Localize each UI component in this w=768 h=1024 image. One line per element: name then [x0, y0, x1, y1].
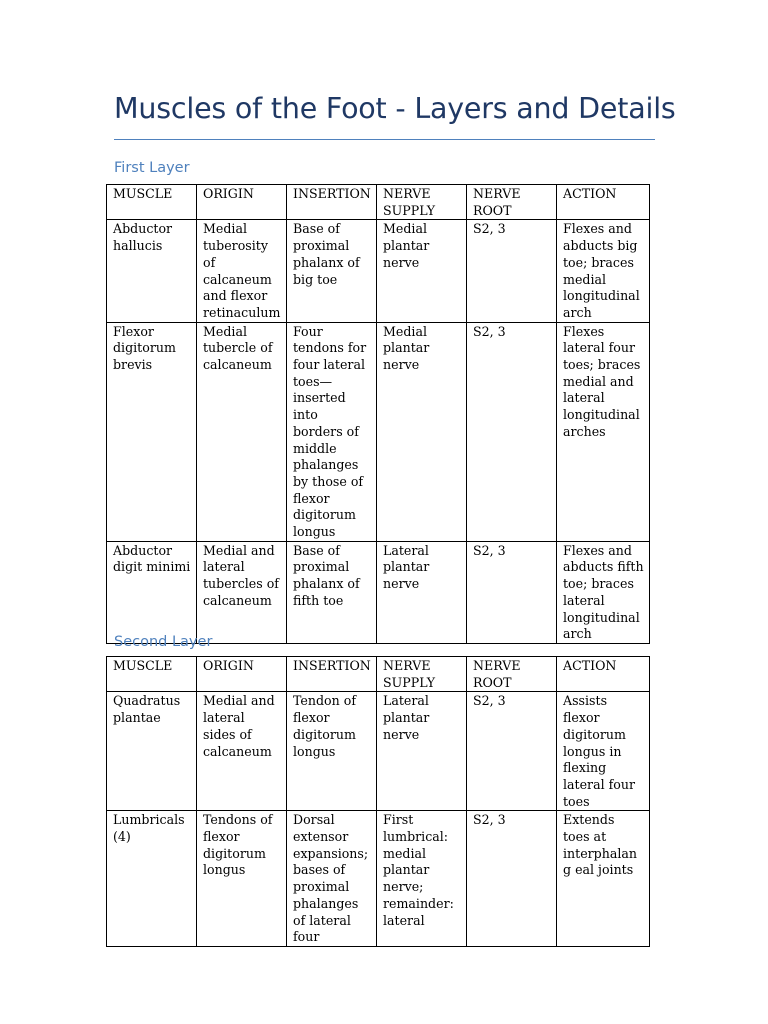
cell-insertion: Base of proximal phalanx of big toe	[287, 220, 377, 322]
cell-action: Flexes lateral four toes; braces medial and lateral longitudinal arches	[557, 322, 650, 541]
title-underline	[114, 139, 655, 140]
table-header-row	[107, 657, 650, 692]
cell-origin: Medial tubercle of calcaneum	[197, 322, 287, 541]
cell-origin: Medial and lateral tubercles of calcaneum	[197, 541, 287, 643]
cell-action: Assists flexor digitorum longus in flexing lateral four toes	[557, 692, 650, 811]
cell-muscle: Abductor hallucis	[107, 220, 197, 322]
column-header-nerve-root: NERVE ROOT	[467, 185, 557, 220]
column-header-muscle: MUSCLE	[107, 657, 197, 692]
cell-nerve-supply: Lateral plantar nerve	[377, 692, 467, 811]
column-header-action: ACTION	[557, 185, 650, 220]
cell-muscle: Flexor digitorum brevis	[107, 322, 197, 541]
cell-nerve-root: S2, 3	[467, 541, 557, 643]
table-row	[107, 322, 650, 541]
column-header-muscle: MUSCLE	[107, 185, 197, 220]
cell-action: Flexes and abducts big toe; braces medial longitudinal arch	[557, 220, 650, 322]
cell-nerve-supply: Lateral plantar nerve	[377, 541, 467, 643]
cell-nerve-supply: First lumbrical: medial plantar nerve; remainder: lateral	[377, 811, 467, 947]
table-row	[107, 541, 650, 643]
first-layer-table	[106, 184, 650, 644]
cell-insertion: Tendon of flexor digitorum longus	[287, 692, 377, 811]
column-header-insertion: INSERTION	[287, 185, 377, 220]
column-header-nerve-root: NERVE ROOT	[467, 657, 557, 692]
cell-insertion: Four tendons for four lateral toes—inserted into borders of middle phalanges by those of flexor digitorum longus	[287, 322, 377, 541]
table-row	[107, 220, 650, 322]
cell-nerve-root: S2, 3	[467, 322, 557, 541]
column-header-origin: ORIGIN	[197, 657, 287, 692]
cell-action: Extends toes at interphalang eal joints	[557, 811, 650, 947]
column-header-action: ACTION	[557, 657, 650, 692]
column-header-nerve-supply: NERVE SUPPLY	[377, 185, 467, 220]
cell-insertion: Dorsal extensor expansions; bases of proximal phalanges of lateral four	[287, 811, 377, 947]
cell-nerve-root: S2, 3	[467, 220, 557, 322]
column-header-origin: ORIGIN	[197, 185, 287, 220]
table-header-row	[107, 185, 650, 220]
cell-nerve-root: S2, 3	[467, 811, 557, 947]
column-header-nerve-supply: NERVE SUPPLY	[377, 657, 467, 692]
cell-insertion: Base of proximal phalanx of fifth toe	[287, 541, 377, 643]
document-title: Muscles of the Foot - Layers and Details	[114, 92, 676, 125]
cell-muscle: Lumbricals (4)	[107, 811, 197, 947]
cell-muscle: Abductor digit minimi	[107, 541, 197, 643]
cell-origin: Medial and lateral sides of calcaneum	[197, 692, 287, 811]
cell-nerve-supply: Medial plantar nerve	[377, 220, 467, 322]
cell-origin: Medial tuberosity of calcaneum and flexor retinaculum	[197, 220, 287, 322]
cell-origin: Tendons of flexor digitorum longus	[197, 811, 287, 947]
cell-muscle: Quadratus plantae	[107, 692, 197, 811]
section-heading-first-layer: First Layer	[114, 160, 190, 176]
table-row	[107, 692, 650, 811]
cell-action: Flexes and abducts fifth toe; braces lateral longitudinal arch	[557, 541, 650, 643]
cell-nerve-root: S2, 3	[467, 692, 557, 811]
table-row	[107, 811, 650, 947]
column-header-insertion: INSERTION	[287, 657, 377, 692]
cell-nerve-supply: Medial plantar nerve	[377, 322, 467, 541]
second-layer-table	[106, 656, 650, 947]
section-heading-second-layer: Second Layer	[114, 634, 213, 650]
